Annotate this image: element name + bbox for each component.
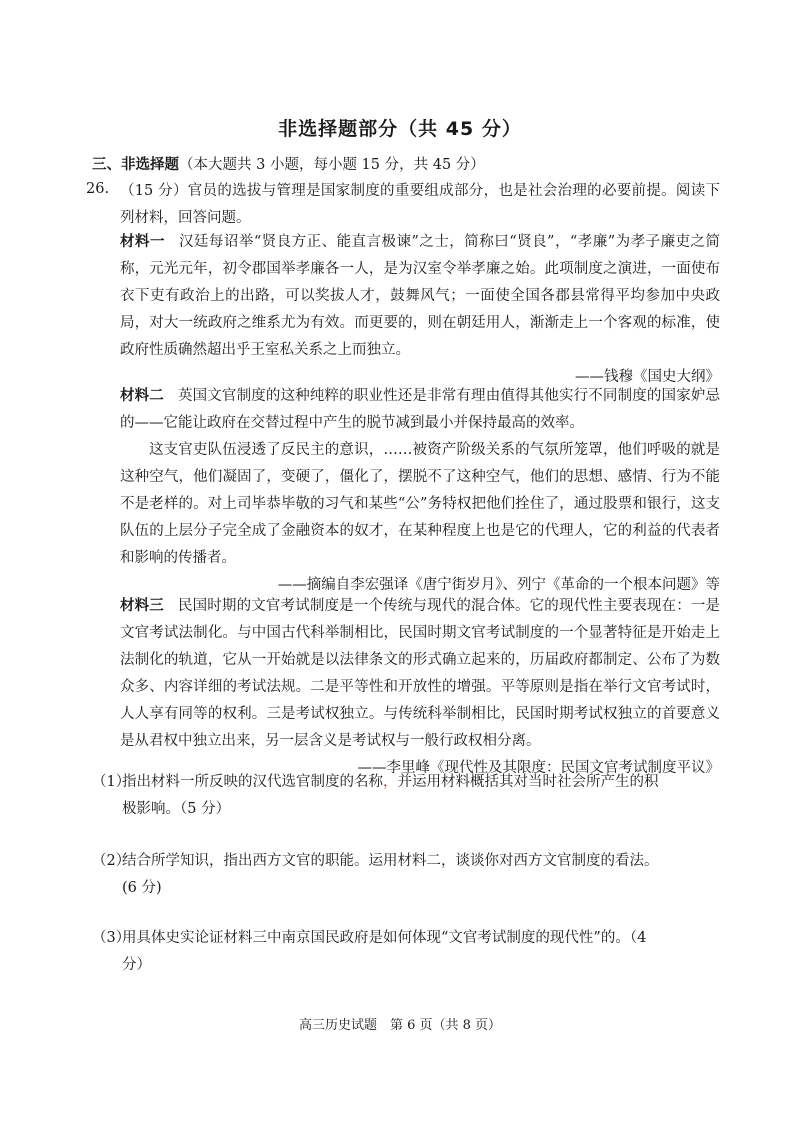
section-header bbox=[92, 153, 732, 174]
material-text-paragraph-2: 这支官吏队伍浸透了反民主的意识，……被资产阶级关系的气氛所笼罩，他们呼吸的就是这种空气，他们凝固了，变硬了，僵化了，摆脱不了这种空气，他们的思想、感情、行为不能不是老样的。对上司毕恭毕敬的习气和某些“公”务特权把他们拴住了，通过股票和银行，这支队伍的上层分子完全成了金融资本的奴才，在某种程度上也是它的代理人，它的利益的代表者和影响的传播者。 bbox=[120, 442, 720, 566]
sub-question-text: 用具体史实论证材料三中南京国民政府是如何体现“文官考试制度的现代性”的。（4 bbox=[122, 930, 647, 946]
material-source: ——摘编自李宏强译《唐宁街岁月》、列宁《革命的一个根本问题》等 bbox=[277, 577, 720, 593]
sub-question-2 bbox=[92, 848, 720, 902]
section-label: 三、非选择题 bbox=[92, 157, 179, 173]
question-intro: （15 分）官员的选拔与管理是国家制度的重要组成部分，也是社会治理的必要前提。阅读下列材料，回答问题。 bbox=[120, 183, 720, 226]
sub-question-text-cont: 并运用材料概括其对当时社会所产生的积 bbox=[397, 774, 659, 790]
sub-question-number: （1） bbox=[92, 774, 131, 790]
sub-question-text: 指出材料一所反映的汉代选官制度的名称 bbox=[122, 774, 383, 790]
sub-question-number: （3） bbox=[92, 930, 131, 946]
section-desc: （本大题共 3 小题，每小题 15 分，共 45 分） bbox=[179, 157, 485, 173]
material-label: 材料三 bbox=[120, 598, 164, 614]
sub-question-text: 结合所学知识，指出西方文官的职能。运用材料二，谈谈你对西方文官制度的看法。 bbox=[122, 853, 659, 869]
page-title: 非选择题部分（共 45 分） bbox=[278, 118, 522, 140]
sub-question-continuation: (6 分) bbox=[122, 880, 162, 896]
sub-question-continuation: 极影响。（5 分） bbox=[122, 801, 231, 817]
material-label: 材料二 bbox=[120, 388, 164, 404]
page-footer: 高三历史试题 第 6 页（共 8 页） bbox=[298, 1018, 502, 1033]
material-1 bbox=[120, 229, 720, 391]
material-source: ——李里峰《现代性及其限度：民国文官考试制度平议》 bbox=[357, 760, 720, 776]
question-number: 26. bbox=[86, 181, 110, 197]
material-text: 民国时期的文官考试制度是一个传统与现代的混合体。它的现代性主要表现在：一是文官考试法制化。与中国古代科举制相比，民国时期文官考试制度的一个显著特征是开始走上法制化的轨道，它从一开始就是以法律条文的形式确立起来的，历届政府都制定、公布了为数众多、内容详细的考试法规。二是平等性和开放性的增强。平等原则是指在举行文官考试时，人人享有同等的权利。三是考试权独立。与传统科举制相比，民国时期考试权独立的首要意义是从君权中独立出来，另一层含义是考试权与一般行政权相分离。 bbox=[120, 598, 721, 749]
material-source: ——钱穆《国史大纲》 bbox=[575, 369, 720, 385]
sub-question-continuation: 分） bbox=[122, 957, 151, 973]
material-text: 汉廷每诏举“贤良方正、能直言极谏”之士，简称曰“贤良”，“孝廉”为孝子廉吏之简称，元光元年，初令郡国举孝廉各一人，是为汉室令举孝廉之始。此项制度之演进，一面使布衣下吏有政治上的出路，可以奖拔人才，鼓舞风气；一面使全国各郡县常得平均参加中央政局，对大一统政府之维系尤为有效。而更要的，则在朝廷用人，渐渐走上一个客观的标准，使政府性质确然超出乎王室私关系之上而独立。 bbox=[120, 234, 720, 358]
material-text: 英国文官制度的这种纯粹的职业性还是非常有理由值得其他实行不同制度的国家妒忌的——它能让政府在交替过程中产生的脱节减到最小并保持最高的效率。 bbox=[120, 388, 721, 431]
sub-question-1 bbox=[92, 769, 720, 823]
sub-question-number: （2） bbox=[92, 853, 131, 869]
red-comma-mark: ， bbox=[383, 774, 398, 790]
material-2 bbox=[120, 383, 720, 599]
material-label: 材料一 bbox=[120, 234, 165, 250]
sub-question-3 bbox=[92, 925, 720, 979]
material-3 bbox=[120, 593, 720, 782]
